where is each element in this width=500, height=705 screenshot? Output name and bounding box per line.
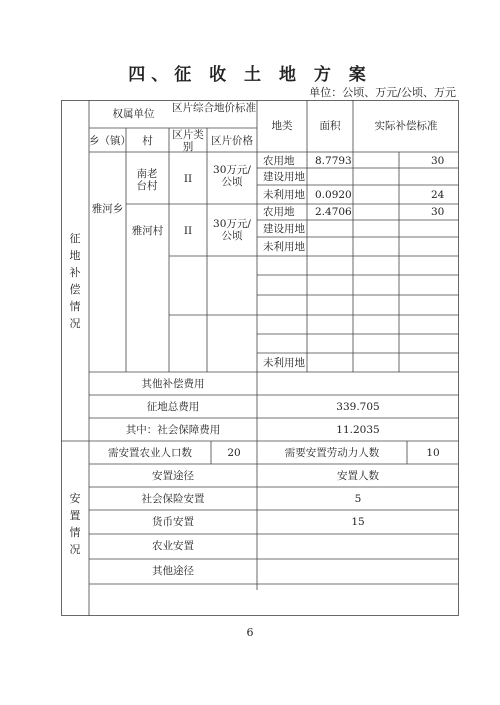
standard-cell: 30 [431,155,445,167]
zone-price-value: 30万元/公顷 [213,218,251,242]
section-compensation-label: 征地补偿情况 [69,232,81,330]
header-zone-class: 区片类别 [172,129,204,153]
header-zone-price: 区片综合地价标准 [172,102,256,114]
other-routes-label: 其他途径 [152,565,194,577]
village-name: 雅河村 [131,225,164,237]
resettle-labor-label: 需要安置劳动力人数 [284,447,380,459]
land-type-cell: 建设用地 [263,223,305,235]
header-township: 乡（镇） [89,135,131,147]
social-security-fees-label: 其中：社会保障费用 [125,424,221,436]
land-type-cell: 农用地 [263,206,295,218]
header-village: 村 [142,135,153,147]
header-land-type: 地类 [271,120,293,132]
zone-class-value: II [183,173,193,185]
page-title: 四、征 收 土 地 方 案 [128,65,372,85]
zone-class-value: II [183,225,193,237]
resettle-population-label: 需安置农业人口数 [108,447,192,459]
zone-price-value: 30万元/公顷 [213,164,251,188]
header-ownership: 权属单位 [112,108,155,120]
social-security-fees-value: 11.2035 [336,424,380,436]
land-type-cell: 未利用地 [263,189,305,201]
village-name: 南老台村 [136,168,158,192]
social-insurance-label: 社会保险安置 [141,493,205,505]
unit-note: 单位：公顷、万元/公顷、万元 [309,86,456,99]
land-type-cell: 未利用地 [263,357,305,369]
header-zone-price-value: 区片价格 [211,135,253,147]
header-actual-standard: 实际补偿标准 [374,120,438,132]
resettle-route-value: 安置人数 [337,470,379,482]
money-value: 15 [351,516,365,528]
table-grid-lines [61,100,459,616]
standard-cell: 24 [431,189,445,201]
header-area: 面积 [319,120,341,132]
page-number: 6 [246,626,254,639]
section-resettlement-label: 安置情况 [69,492,81,556]
total-fees-label: 征地总费用 [146,401,200,413]
area-cell: 8.7793 [315,155,352,167]
township-name: 雅河乡 [91,203,124,215]
agriculture-label: 农业安置 [152,540,194,552]
area-cell: 0.0920 [315,189,352,201]
standard-cell: 30 [431,206,445,218]
land-acquisition-table [61,100,459,616]
other-fees-label: 其他补偿费用 [141,378,205,390]
resettle-population-value: 20 [227,447,241,459]
resettle-route-label: 安置途径 [152,470,194,482]
land-type-cell: 未利用地 [263,241,305,253]
land-type-cell: 农用地 [263,155,295,167]
money-label: 货币安置 [152,516,194,528]
land-type-cell: 建设用地 [263,171,305,183]
social-insurance-value: 5 [354,493,362,505]
area-cell: 2.4706 [315,206,352,218]
resettle-labor-value: 10 [426,447,440,459]
total-fees-value: 339.705 [336,401,380,413]
